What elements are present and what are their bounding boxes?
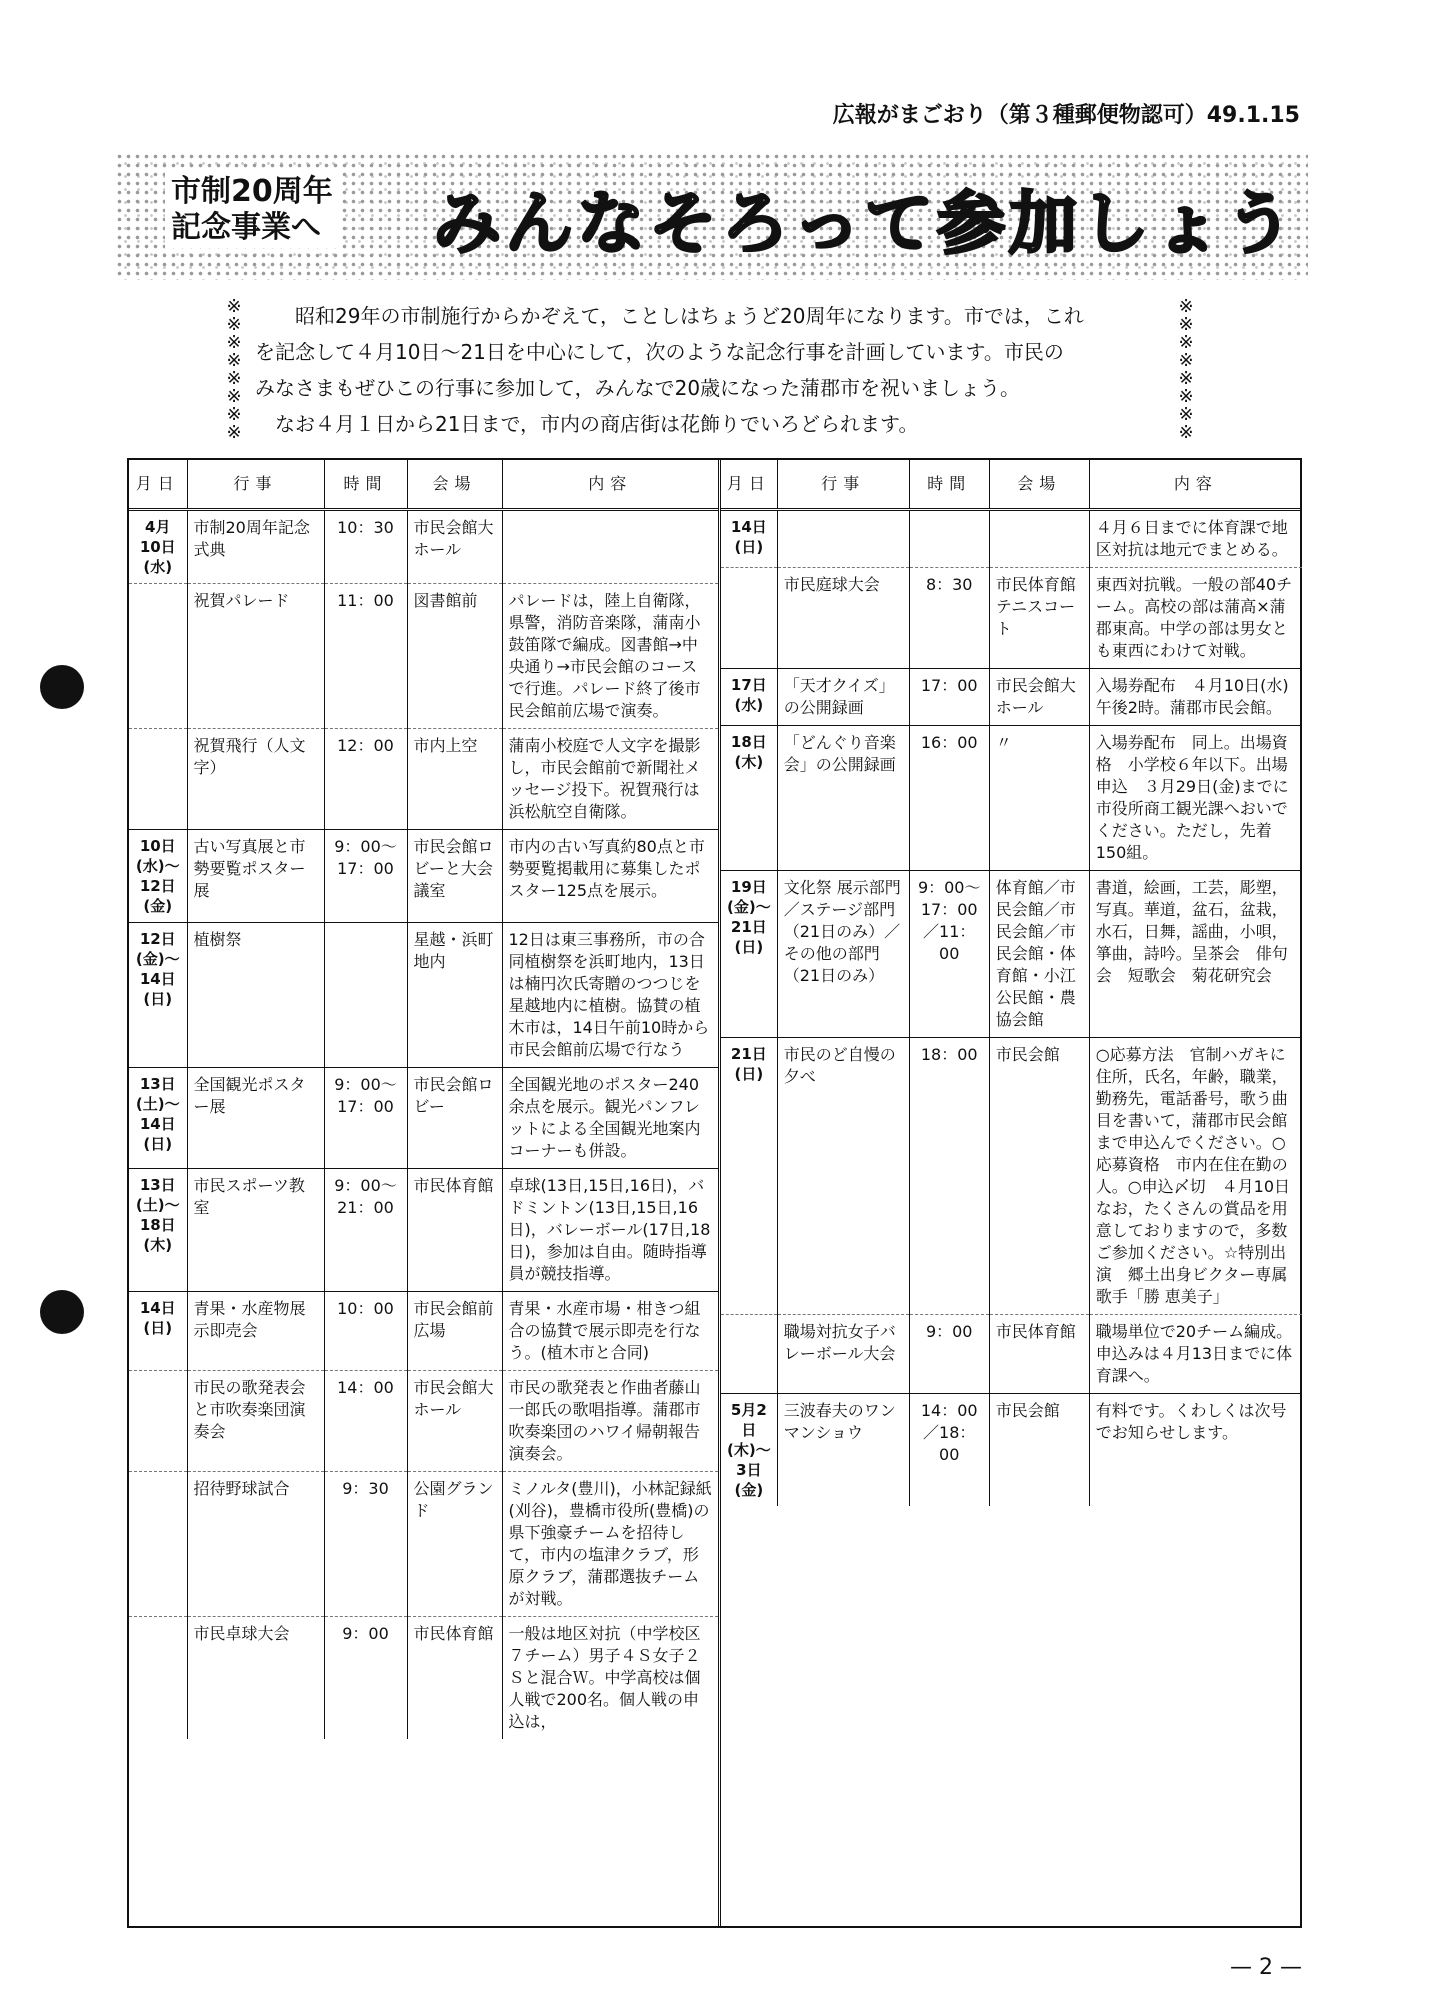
venue-cell: 星越・浜町 地内 <box>407 923 502 1068</box>
venue-cell: 公園グランド <box>407 1472 502 1617</box>
date-cell: 17日(水) <box>721 669 777 726</box>
schedule-row <box>129 1617 718 1740</box>
time-cell: 9：30 <box>324 1472 407 1617</box>
header-row <box>721 460 1302 510</box>
event-cell: 「どんぐり音楽会」の公開録画 <box>777 726 909 871</box>
intro-marker: ※ <box>1178 386 1194 407</box>
content-cell: 市内の古い写真約80点と市勢要覧掲載用に募集したポスター125点を展示。 <box>502 830 718 923</box>
venue-cell: 図書館前 <box>407 584 502 729</box>
content-cell: 入場券配布 同上。出場資格 小学校６年以下。出場申込 ３月29日(金)までに市役所商工観光課へおいでください。ただし，先着150組。 <box>1089 726 1302 871</box>
content-cell: ○応募方法 官制ハガキに住所，氏名，年齢，職業，勤務先，電話番号，歌う曲目を書いて，蒲郡市民会館まで申込んでください。○応募資格 市内在住在勤の人。○申込〆切 ４月10日 なお，たくさんの賞品を用意しておりますので，多数ご参加ください。☆特別出演 郷土出身ビクター専属歌手「勝 恵美子」 <box>1089 1038 1302 1315</box>
venue-cell: 市民体育館 <box>407 1617 502 1740</box>
intro-line: 昭和29年の市制施行からかぞえて，ことしはちょうど20周年になります。市では，これ <box>295 304 1084 328</box>
intro-marker: ※ <box>1178 368 1194 389</box>
event-cell <box>777 510 909 568</box>
content-cell: 蒲南小校庭で人文字を撮影し，市民会館前で新聞社メッセージ投下。祝賀飛行は浜松航空自衛隊。 <box>502 729 718 830</box>
content-cell: ミノルタ(豊川)，小林記録紙(刈谷)，豊橋市役所(豊橋)の県下強豪チームを招待して，市内の塩津クラブ，形原クラブ，蒲郡選抜チームが対戦。 <box>502 1472 718 1617</box>
schedule-row <box>129 1371 718 1472</box>
time-cell <box>324 923 407 1068</box>
event-cell: 市民卓球大会 <box>187 1617 324 1740</box>
schedule-row <box>129 1169 718 1292</box>
content-cell: 入場券配布 ４月10日(水)午後2時。蒲郡市民会館。 <box>1089 669 1302 726</box>
schedule-row <box>129 584 718 729</box>
content-cell: 一般は地区対抗（中学校区７チーム）男子４Ｓ女子２Ｓと混合Ｗ。中学高校は個人戦で200名。個人戦の申込は， <box>502 1617 718 1740</box>
intro-marker: ※ <box>1178 422 1194 443</box>
time-cell: 14：00 <box>324 1371 407 1472</box>
schedule-row <box>721 568 1302 669</box>
date-cell: 19日(金)〜21日(日) <box>721 871 777 1038</box>
time-cell: 9：00〜17：00 <box>324 830 407 923</box>
venue-cell: 市民会館大ホール <box>407 1371 502 1472</box>
event-cell: 青果・水産物展示即売会 <box>187 1292 324 1371</box>
time-cell: 18：00 <box>909 1038 989 1315</box>
intro-marker: ※ <box>1178 314 1194 335</box>
venue-cell: 市民会館 <box>989 1038 1089 1315</box>
date-cell: 14日(日) <box>721 510 777 568</box>
banner-subtitle-line1: 市制20周年 <box>171 174 333 209</box>
schedule-row <box>721 1315 1302 1394</box>
intro-marker: ※ <box>226 350 242 371</box>
schedule-row <box>129 729 718 830</box>
event-cell: 市民の歌発表会と市吹奏楽団演奏会 <box>187 1371 324 1472</box>
venue-cell: 市民会館ロビー <box>407 1068 502 1169</box>
event-cell: 市民庭球大会 <box>777 568 909 669</box>
schedule-row <box>721 1394 1302 1507</box>
content-cell: 東西対抗戦。一般の部40チーム。高校の部は蒲高×蒲郡東高。中学の部は男女とも東西にわけて対戦。 <box>1089 568 1302 669</box>
time-cell: 10：30 <box>324 510 407 584</box>
schedule-table <box>127 458 1307 1928</box>
content-cell: 市民の歌発表と作曲者藤山一郎氏の歌唱指導。蒲郡市吹奏楽団のハワイ帰朝報告演奏会。 <box>502 1371 718 1472</box>
time-cell: 14：00／18：00 <box>909 1394 989 1507</box>
intro-line: みなさまもぜひこの行事に参加して，みんなで20歳になった蒲郡市を祝いましょう。 <box>255 376 1021 400</box>
venue-cell: 市民会館大ホール <box>989 669 1089 726</box>
time-cell: 12：00 <box>324 729 407 830</box>
intro-marker: ※ <box>1178 332 1194 353</box>
issue-header: 広報がまごおり（第３種郵便物認可）49.1.15 <box>832 103 1300 128</box>
schedule-left-body <box>129 510 718 1740</box>
intro-marker: ※ <box>226 404 242 425</box>
time-cell: 9：00〜17：00 <box>324 1068 407 1169</box>
date-cell: 4月10日(水) <box>129 510 187 584</box>
event-cell: 祝賀パレード <box>187 584 324 729</box>
intro-marker: ※ <box>226 296 242 317</box>
event-cell: 全国観光ポスター展 <box>187 1068 324 1169</box>
intro-marker: ※ <box>226 386 242 407</box>
col-time: 時間 <box>909 460 989 510</box>
intro-line: なお４月１日から21日まで，市内の商店街は花飾りでいろどられます。 <box>275 412 919 436</box>
date-cell: 10日(水)〜12日(金) <box>129 830 187 923</box>
event-cell: 植樹祭 <box>187 923 324 1068</box>
intro-line: を記念して４月10日〜21日を中心にして，次のような記念行事を計画しています。市民の <box>255 340 1064 364</box>
schedule-row <box>129 830 718 923</box>
content-cell: 全国観光地のポスター240余点を展示。観光パンフレットによる全国観光地案内コーナーも併設。 <box>502 1068 718 1169</box>
intro-right-markers <box>1175 298 1197 442</box>
date-cell <box>129 584 187 729</box>
time-cell <box>909 510 989 568</box>
venue-cell: 市民会館大ホール <box>407 510 502 584</box>
time-cell: 11：00 <box>324 584 407 729</box>
col-date: 月日 <box>721 460 777 510</box>
intro-marker: ※ <box>226 422 242 443</box>
schedule-row <box>721 871 1302 1038</box>
schedule-right-body <box>721 510 1307 1507</box>
venue-cell: 市民体育館テニスコート <box>989 568 1089 669</box>
time-cell: 16：00 <box>909 726 989 871</box>
date-cell <box>721 568 777 669</box>
schedule-row <box>721 669 1302 726</box>
event-cell: 文化祭 展示部門／ステージ部門（21日のみ）／その他の部門（21日のみ） <box>777 871 909 1038</box>
intro-marker: ※ <box>226 368 242 389</box>
time-cell: 10：00 <box>324 1292 407 1371</box>
event-cell: 三波春夫のワンマンショウ <box>777 1394 909 1507</box>
date-cell: 13日(土)〜14日(日) <box>129 1068 187 1169</box>
date-cell: 12日(金)〜14日(日) <box>129 923 187 1068</box>
date-cell <box>129 1617 187 1740</box>
date-cell: 5月2日(木)〜3日(金) <box>721 1394 777 1507</box>
intro-marker: ※ <box>226 332 242 353</box>
header-row <box>129 460 718 510</box>
col-content: 内容 <box>502 460 718 510</box>
content-cell: パレードは，陸上自衛隊，県警，消防音楽隊，蒲南小鼓笛隊で編成。図書館→中央通り→市民会館のコースで行進。パレード終了後市民会館前広場で演奏。 <box>502 584 718 729</box>
banner-subtitle-line2: 記念事業へ <box>171 210 321 245</box>
time-cell: 8：30 <box>909 568 989 669</box>
intro-marker: ※ <box>226 314 242 335</box>
intro-left-markers <box>223 298 245 442</box>
venue-cell: 市内上空 <box>407 729 502 830</box>
col-venue: 会場 <box>989 460 1089 510</box>
schedule-right-table <box>721 460 1307 1506</box>
schedule-left-half <box>129 460 721 1926</box>
event-cell: 「天才クイズ」の公開録画 <box>777 669 909 726</box>
page-number: — 2 — <box>1230 1955 1302 1980</box>
venue-cell: 市民会館 <box>989 1394 1089 1507</box>
schedule-row <box>721 726 1302 871</box>
col-event: 行事 <box>777 460 909 510</box>
event-cell: 招待野球試合 <box>187 1472 324 1617</box>
binder-hole <box>40 665 84 709</box>
venue-cell: 〃 <box>989 726 1089 871</box>
banner-subtitle <box>165 172 339 248</box>
date-cell: 21日(日) <box>721 1038 777 1315</box>
schedule-row <box>129 1292 718 1371</box>
intro-text <box>255 298 1165 442</box>
schedule-left-table <box>129 460 718 1739</box>
venue-cell: 市民体育館 <box>407 1169 502 1292</box>
title-banner <box>115 152 1308 280</box>
event-cell: 祝賀飛行（人文字） <box>187 729 324 830</box>
col-content: 内容 <box>1089 460 1302 510</box>
intro-marker: ※ <box>1178 296 1194 317</box>
col-date: 月日 <box>129 460 187 510</box>
venue-cell: 市民会館前広場 <box>407 1292 502 1371</box>
content-cell: 青果・水産市場・柑きつ組合の協賛で展示即売を行なう。(植木市と合同) <box>502 1292 718 1371</box>
intro-marker: ※ <box>1178 404 1194 425</box>
venue-cell: 体育館／市民会館／市民会館／市民会館・体育館・小江公民館・農協会館 <box>989 871 1089 1038</box>
time-cell: 9：00 <box>909 1315 989 1394</box>
schedule-row <box>129 1068 718 1169</box>
time-cell: 9：00〜21：00 <box>324 1169 407 1292</box>
binder-hole <box>40 1290 84 1334</box>
schedule-right-half <box>721 460 1307 1926</box>
time-cell: 9：00〜17：00／11：00 <box>909 871 989 1038</box>
content-cell: 書道，絵画，工芸，彫塑，写真。華道，盆石，盆栽，水石，日舞，謡曲，小唄，箏曲，詩吟。呈茶会 俳句会 短歌会 菊花研究会 <box>1089 871 1302 1038</box>
content-cell: ４月６日までに体育課で地区対抗は地元でまとめる。 <box>1089 510 1302 568</box>
date-cell <box>721 1315 777 1394</box>
venue-cell <box>989 510 1089 568</box>
date-cell: 14日(日) <box>129 1292 187 1371</box>
col-event: 行事 <box>187 460 324 510</box>
content-cell: 有料です。くわしくは次号でお知らせします。 <box>1089 1394 1302 1507</box>
schedule-row <box>721 510 1302 568</box>
schedule-row <box>129 1472 718 1617</box>
event-cell: 古い写真展と市勢要覧ポスター展 <box>187 830 324 923</box>
date-cell <box>129 729 187 830</box>
banner-title: みんなそろって参加しょう <box>433 185 1298 264</box>
intro-marker: ※ <box>1178 350 1194 371</box>
event-cell: 市民のど自慢の夕べ <box>777 1038 909 1315</box>
content-cell: 卓球(13日,15日,16日)，バドミントン(13日,15日,16日)，バレーボール(17日,18日)，参加は自由。随時指導員が競技指導。 <box>502 1169 718 1292</box>
venue-cell: 市民体育館 <box>989 1315 1089 1394</box>
time-cell: 9：00 <box>324 1617 407 1740</box>
content-cell <box>502 510 718 584</box>
event-cell: 市制20周年記念式典 <box>187 510 324 584</box>
schedule-row <box>721 1038 1302 1315</box>
schedule-row <box>129 923 718 1068</box>
content-cell: 12日は東三事務所，市の合同植樹祭を浜町地内，13日は楠円次氏寄贈のつつじを星越地内に植樹。協賛の植木市は，14日午前10時から市民会館前広場で行なう <box>502 923 718 1068</box>
schedule-row <box>129 510 718 584</box>
col-venue: 会場 <box>407 460 502 510</box>
event-cell: 職場対抗女子バレーボール大会 <box>777 1315 909 1394</box>
event-cell: 市民スポーツ教室 <box>187 1169 324 1292</box>
time-cell: 17：00 <box>909 669 989 726</box>
date-cell <box>129 1472 187 1617</box>
date-cell: 18日(木) <box>721 726 777 871</box>
content-cell: 職場単位で20チーム編成。申込みは４月13日までに体育課へ。 <box>1089 1315 1302 1394</box>
col-time: 時間 <box>324 460 407 510</box>
venue-cell: 市民会館ロビーと大会議室 <box>407 830 502 923</box>
date-cell <box>129 1371 187 1472</box>
date-cell: 13日(土)〜18日(木) <box>129 1169 187 1292</box>
